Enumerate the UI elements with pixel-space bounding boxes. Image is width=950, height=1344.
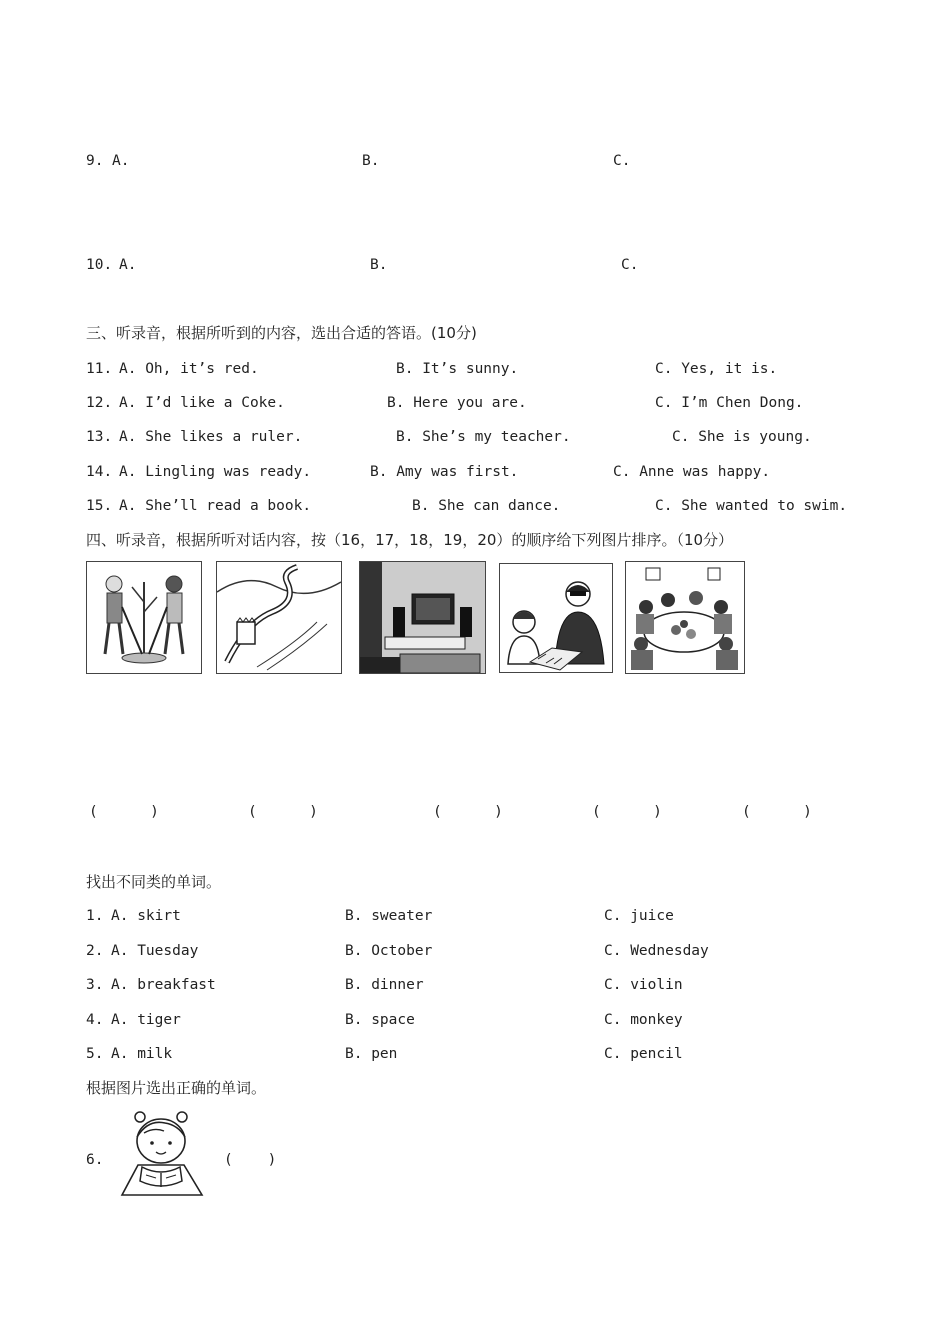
odd-q4-option-c: C. monkey xyxy=(604,1012,683,1028)
q10-number: 10. xyxy=(86,257,113,273)
odd-q3-option-c: C. violin xyxy=(604,977,683,993)
q9-number: 9. xyxy=(86,153,104,169)
picture-playing-chess xyxy=(499,563,613,673)
odd-q1-option-b: B. sweater xyxy=(345,908,433,924)
odd-q5-option-c: C. pencil xyxy=(604,1046,683,1062)
answer-bracket-17[interactable]: ( ) xyxy=(248,804,318,820)
odd-q2-option-c: C. Wednesday xyxy=(604,943,709,959)
q10-option-b: B. xyxy=(370,257,388,273)
q12-option-a: A. I’d like a Coke. xyxy=(119,395,285,411)
q15-option-a: A. She’ll read a book. xyxy=(119,498,312,514)
answer-bracket-20[interactable]: ( ) xyxy=(742,804,812,820)
odd-q3-option-b: B. dinner xyxy=(345,977,424,993)
q10-option-c: C. xyxy=(621,257,639,273)
q13-option-b: B. She’s my teacher. xyxy=(396,429,571,445)
odd-q1-option-a: A. skirt xyxy=(111,908,181,924)
q11-option-b: B. It’s sunny. xyxy=(396,361,519,377)
q15-number: 15. xyxy=(86,498,113,514)
answer-bracket-16[interactable]: ( ) xyxy=(89,804,159,820)
odd-q1-number: 1. xyxy=(86,908,104,924)
answer-bracket-19[interactable]: ( ) xyxy=(592,804,662,820)
odd-q5-option-a: A. milk xyxy=(111,1046,173,1062)
q12-option-b: B. Here you are. xyxy=(387,395,527,411)
answer-bracket-18[interactable]: ( ) xyxy=(433,804,503,820)
odd-q4-option-b: B. space xyxy=(345,1012,415,1028)
pw-q6-bracket[interactable]: ( ) xyxy=(224,1152,277,1168)
odd-one-out-title: 找出不同类的单词。 xyxy=(86,873,222,891)
odd-q5-number: 5. xyxy=(86,1046,104,1062)
odd-q3-number: 3. xyxy=(86,977,104,993)
q15-option-c: C. She wanted to swim. xyxy=(655,498,848,514)
pw-q6-number: 6. xyxy=(86,1152,104,1168)
picture-great-wall xyxy=(216,561,342,674)
picture-living-room-tv xyxy=(359,561,486,674)
q10-option-a: A. xyxy=(119,257,137,273)
q14-option-b: B. Amy was first. xyxy=(370,464,519,480)
q11-option-a: A. Oh, it’s red. xyxy=(119,361,259,377)
q9-option-b: B. xyxy=(362,153,380,169)
q12-option-c: C. I’m Chen Dong. xyxy=(655,395,804,411)
odd-q4-number: 4. xyxy=(86,1012,104,1028)
odd-q2-option-b: B. October xyxy=(345,943,433,959)
odd-q3-option-a: A. breakfast xyxy=(111,977,216,993)
q13-option-a: A. She likes a ruler. xyxy=(119,429,303,445)
odd-q2-option-a: A. Tuesday xyxy=(111,943,199,959)
q14-option-a: A. Lingling was ready. xyxy=(119,464,312,480)
q11-option-c: C. Yes, it is. xyxy=(655,361,778,377)
q9-option-a: A. xyxy=(112,153,130,169)
q14-number: 14. xyxy=(86,464,113,480)
section3-title: 三、听录音，根据所听到的内容，选出合适的答语。(10分) xyxy=(86,324,477,342)
q13-number: 13. xyxy=(86,429,113,445)
section4-title: 四、听录音，根据所听对话内容，按（16，17，18，19，20）的顺序给下列图片排序。（10分） xyxy=(86,531,734,549)
q11-number: 11. xyxy=(86,361,113,377)
picture-family-dinner xyxy=(625,561,745,674)
q13-option-c: C. She is young. xyxy=(672,429,812,445)
odd-q5-option-b: B. pen xyxy=(345,1046,398,1062)
odd-q1-option-c: C. juice xyxy=(604,908,674,924)
odd-q2-number: 2. xyxy=(86,943,104,959)
q12-number: 12. xyxy=(86,395,113,411)
odd-q4-option-a: A. tiger xyxy=(111,1012,181,1028)
picture-tree-planting xyxy=(86,561,202,674)
q14-option-c: C. Anne was happy. xyxy=(613,464,771,480)
girl-reading-icon xyxy=(118,1107,206,1199)
q9-option-c: C. xyxy=(613,153,631,169)
picture-words-title: 根据图片选出正确的单词。 xyxy=(86,1079,267,1097)
q15-option-b: B. She can dance. xyxy=(412,498,561,514)
